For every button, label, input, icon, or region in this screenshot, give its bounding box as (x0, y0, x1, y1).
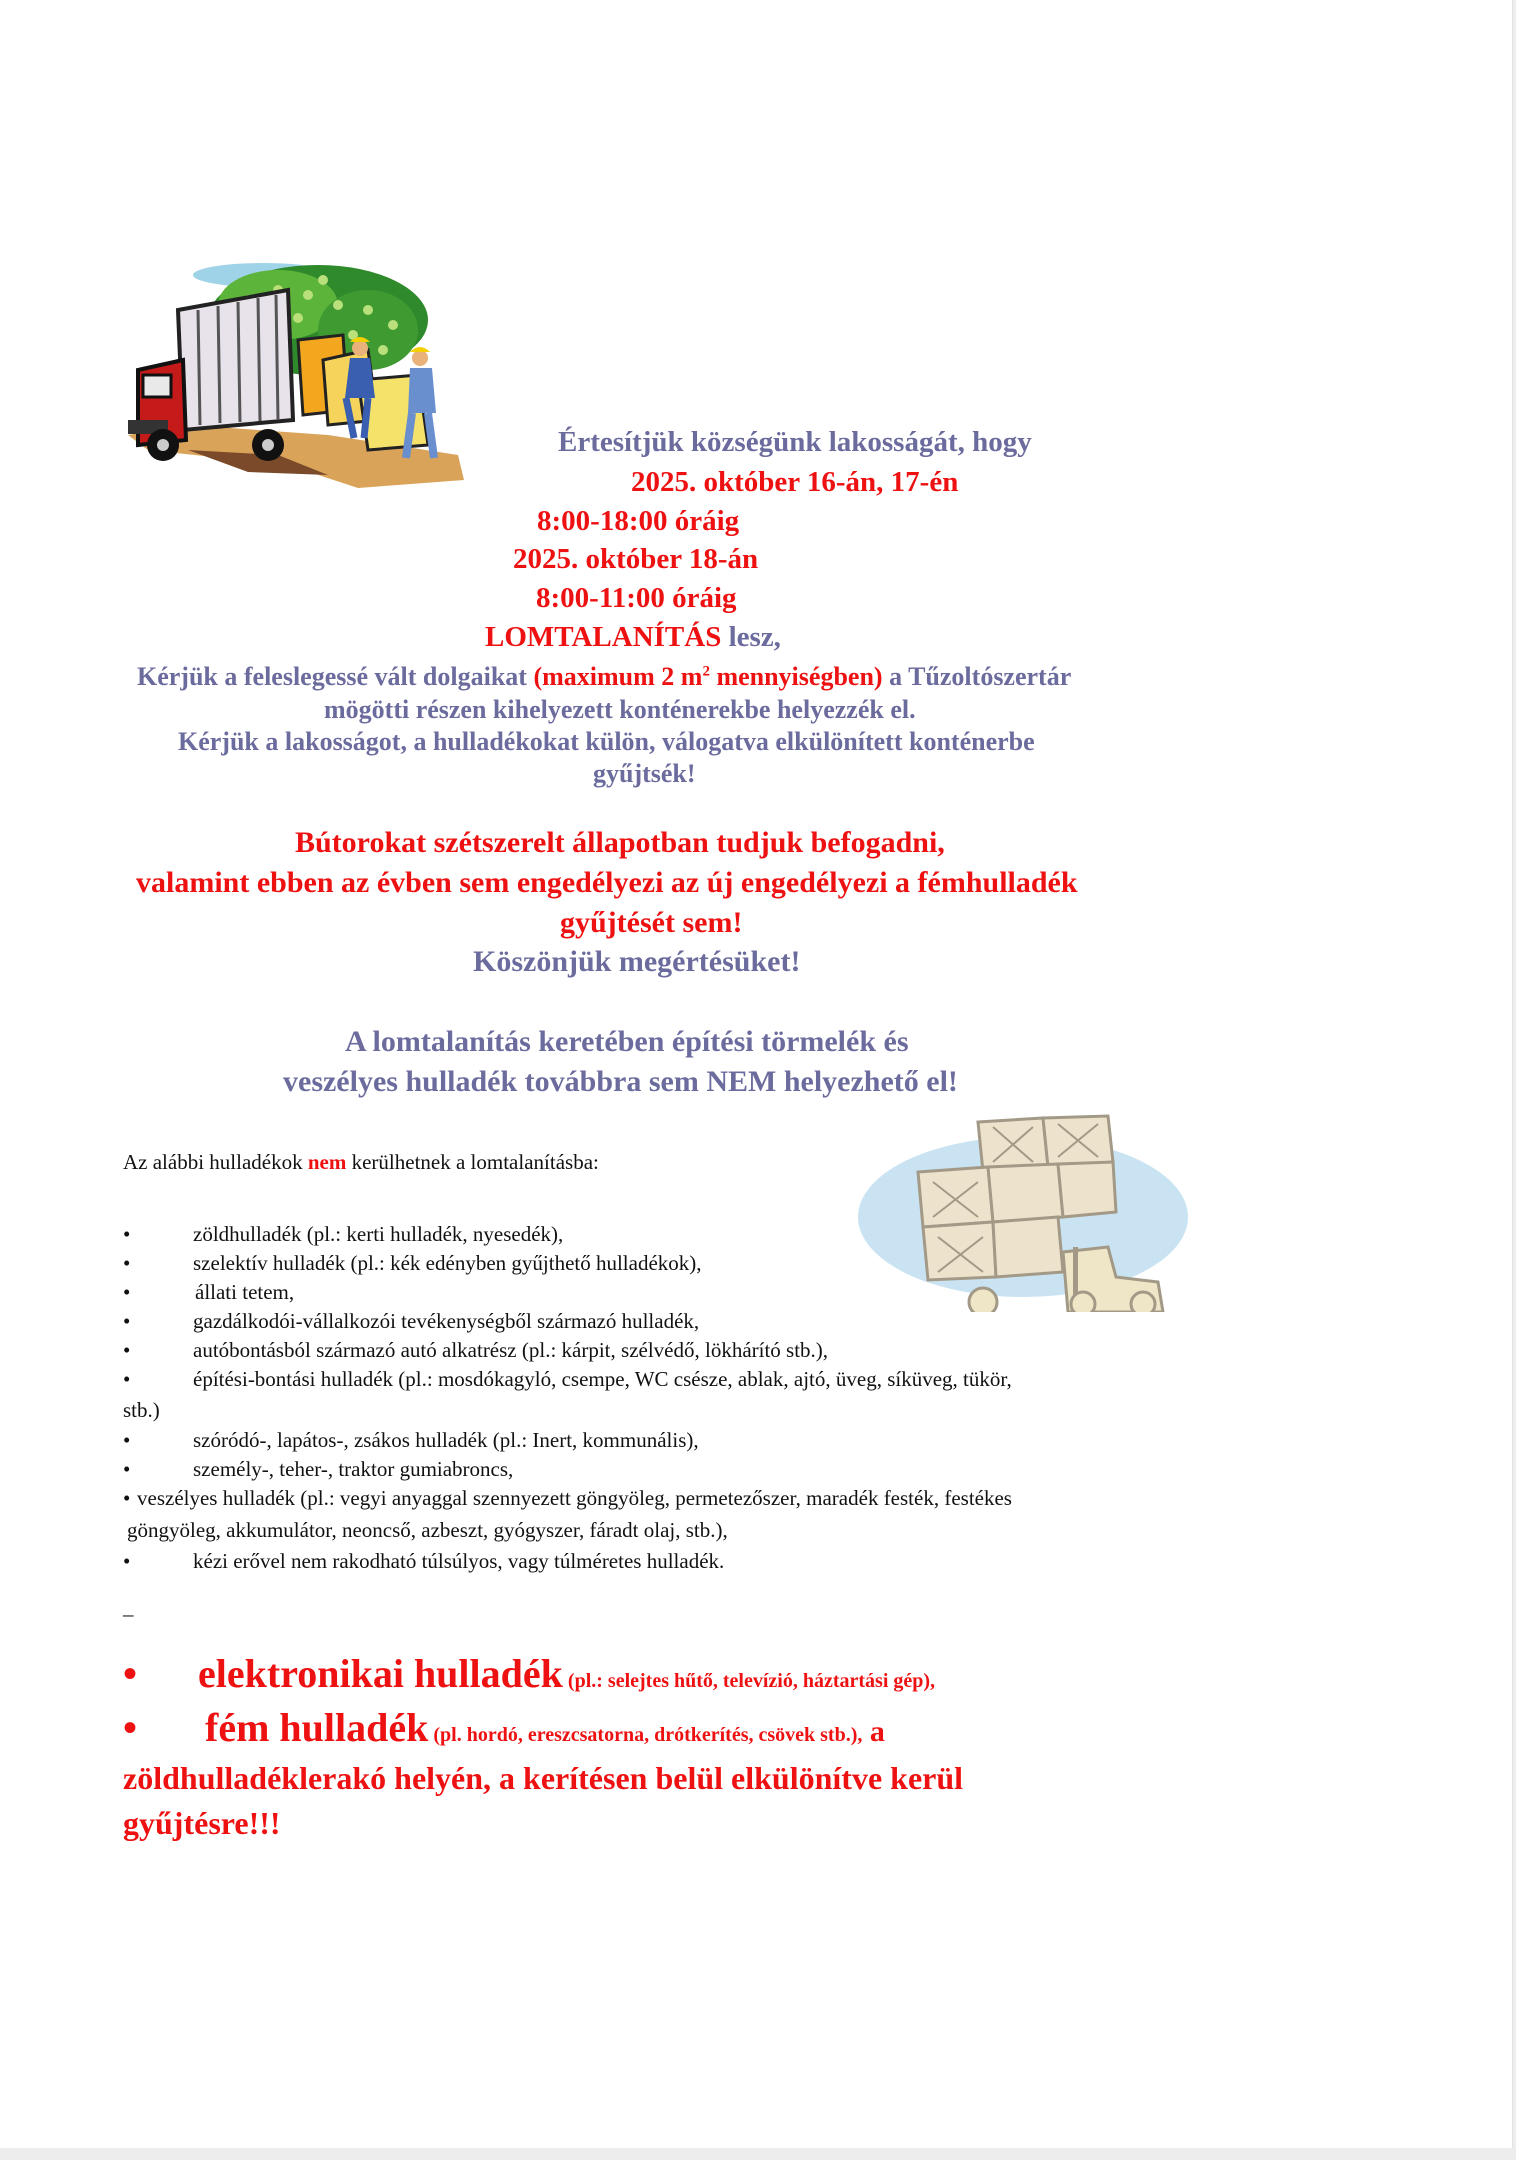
request-line-2: mögötti részen kihelyezett konténerekbe helyezzék el. (324, 695, 916, 724)
list-item-text: zöldhulladék (pl.: kerti hulladék, nyesedék), (193, 1222, 564, 1246)
metal-waste-item (123, 1704, 885, 1751)
collection-place-line-2: gyűjtésre!!! (123, 1805, 281, 1841)
bullet: • (123, 1457, 131, 1481)
bullet: • (123, 1651, 138, 1696)
metal-waste-detail: (pl. hordó, ereszcsatorna, drótkerítés, csövek stb.), (428, 1724, 863, 1746)
announcement-intro: Értesítjük községünk lakosságát, hogy (558, 426, 1032, 458)
list-item-text: kézi erővel nem rakodható túlsúlyos, vagy túlméretes hulladék. (193, 1549, 725, 1573)
list-item (123, 1251, 702, 1276)
list-item (123, 1367, 1012, 1392)
list-item-text: veszélyes hulladék (pl.: vegyi anyaggal szennyezett göngyöleg, permetezőszer, maradék festék, festékes (137, 1486, 1012, 1510)
list-item-text: személy-, teher-, traktor gumiabroncs, (193, 1457, 514, 1481)
list-item (123, 1338, 828, 1363)
request-line-3: Kérjük a lakosságot, a hulladékokat külön, válogatva elkülönített konténerbe (178, 727, 1035, 756)
list-item (123, 1428, 699, 1453)
list-intro-text: Az alábbi hulladékok (123, 1150, 308, 1174)
bullet: • (123, 1309, 131, 1333)
list-item (123, 1549, 724, 1574)
time-2: 8:00-11:00 óráig (536, 582, 737, 614)
bullet: • (123, 1549, 131, 1573)
truck-clipart-image (128, 250, 464, 488)
list-item (123, 1222, 563, 1247)
forklift-clipart-image (858, 1112, 1188, 1312)
list-item-text: szelektív hulladék (pl.: kék edényben gyűjthető hulladékok), (193, 1251, 702, 1275)
date-1: 2025. október 16-án, 17-én (631, 466, 959, 498)
electronic-waste-detail: (pl.: selejtes hűtő, televízió, háztartási gép), (562, 1670, 936, 1692)
lomtalanitas-word: LOMTALANÍTÁS (485, 621, 722, 653)
bullet: • (123, 1428, 131, 1452)
list-item-text: állati tetem, (195, 1280, 295, 1304)
lesz-word: lesz, (721, 621, 781, 653)
request-superscript: 2 (702, 663, 710, 680)
furniture-line-3: gyűjtését sem! (560, 906, 743, 939)
electronic-waste-item (123, 1650, 935, 1697)
request-line-4: gyűjtsék! (593, 759, 696, 788)
list-item-continuation: stb.) (123, 1398, 160, 1422)
time-1: 8:00-18:00 óráig (537, 505, 740, 537)
bullet: • (123, 1705, 138, 1750)
request-amount-unit: mennyiségben) (709, 662, 883, 691)
furniture-line-1: Bútorokat szétszerelt állapotban tudjuk befogadni, (295, 826, 945, 859)
list-intro (123, 1150, 599, 1175)
date-2: 2025. október 18-án (513, 543, 759, 575)
warning-line-2: veszélyes hulladék továbbra sem NEM helyezhető el! (283, 1065, 958, 1098)
request-line-1 (137, 662, 1071, 692)
metal-waste-tail: a (862, 1715, 885, 1748)
list-intro-text-end: kerülhetnek a lomtalanításba: (346, 1150, 599, 1174)
list-item-text: szóródó-, lapátos-, zsákos hulladék (pl.: Inert, kommunális), (193, 1428, 699, 1452)
list-item-hazardous-continuation: göngyöleg, akkumulátor, neoncső, azbeszt, gyógyszer, fáradt olaj, stb.), (127, 1518, 728, 1542)
list-item-text: autóbontásból származó autó alkatrész (pl.: kárpit, szélvédő, lökhárító stb.), (193, 1338, 829, 1362)
request-text-2: a Tűzoltószertár (882, 662, 1072, 691)
list-item (123, 1309, 699, 1334)
request-text-1: Kérjük a feleslegessé vált dolgaikat (137, 662, 534, 691)
bullet: • (123, 1280, 131, 1304)
metal-waste-title: fém hulladék (205, 1705, 429, 1750)
list-item-text: építési-bontási hulladék (pl.: mosdókagyló, csempe, WC csésze, ablak, ajtó, üveg, síküveg, tükör, (193, 1367, 1012, 1391)
collection-place-line-1: zöldhulladéklerakó helyén, a kerítésen belül elkülönítve kerül (123, 1760, 964, 1796)
bullet: • (123, 1251, 131, 1275)
electronic-waste-title: elektronikai hulladék (198, 1651, 563, 1696)
warning-line-1: A lomtalanítás keretében építési törmelék és (345, 1025, 909, 1058)
list-item-text: gazdálkodói-vállalkozói tevékenységből származó hulladék, (193, 1309, 700, 1333)
list-item-hazardous (123, 1486, 1012, 1511)
list-item (123, 1457, 513, 1482)
furniture-line-2: valamint ebben az évben sem engedélyezi az új engedélyezi a fémhulladék (136, 866, 1078, 899)
bullet: • (123, 1367, 131, 1391)
dash-separator: – (123, 1602, 134, 1626)
bullet: • (123, 1338, 131, 1362)
bullet: • (123, 1486, 131, 1510)
bullet: • (123, 1222, 131, 1246)
list-item (123, 1280, 294, 1305)
list-intro-nem: nem (307, 1150, 347, 1174)
request-amount: (maximum 2 m (533, 662, 703, 691)
lomtalanitas-line (485, 621, 781, 654)
thanks-line: Köszönjük megértésüket! (473, 945, 801, 978)
